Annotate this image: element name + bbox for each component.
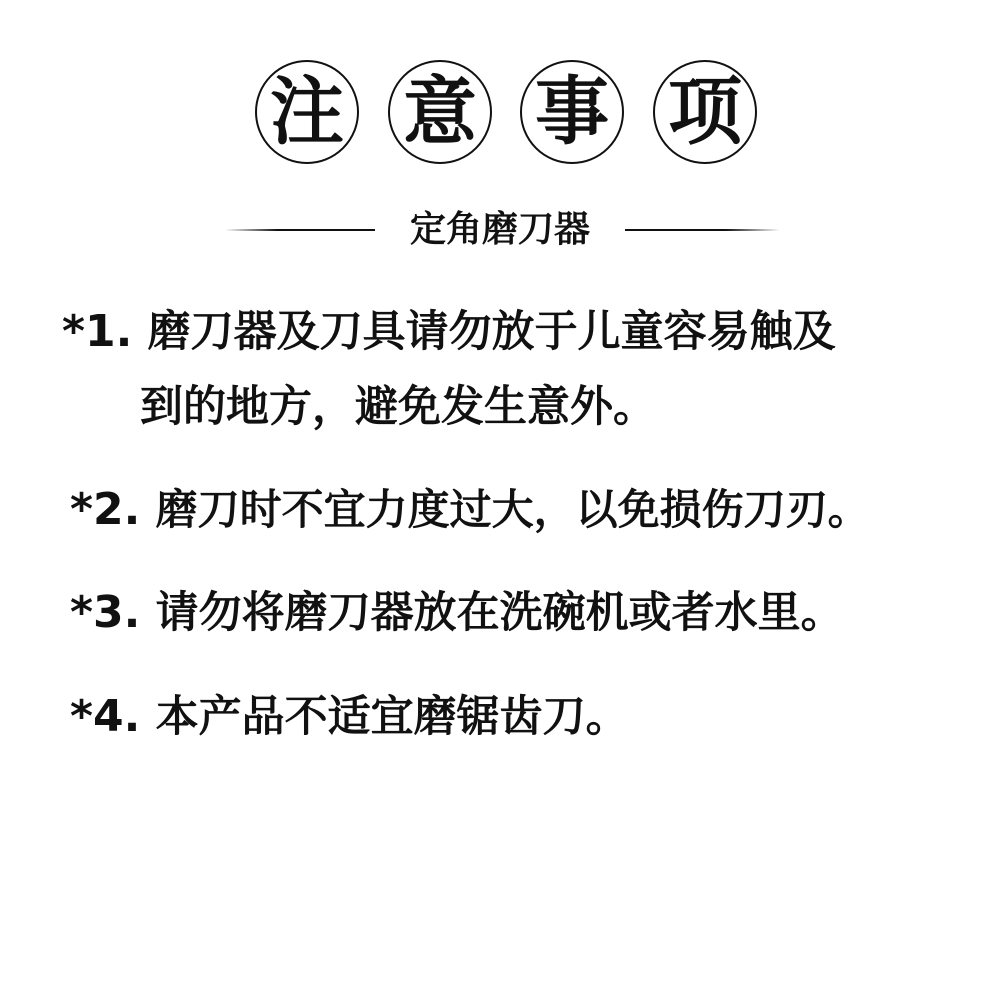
right-divider bbox=[625, 229, 780, 231]
note-marker: *2. bbox=[70, 484, 141, 535]
note-item-3 bbox=[70, 578, 844, 648]
note-text: 本产品不适宜磨锯齿刀。 bbox=[155, 692, 629, 742]
note-text: 磨刀时不宜力度过大，以免损伤刀刃。 bbox=[155, 485, 870, 534]
title-char-yi: 意 bbox=[388, 60, 492, 164]
title-char-zhu: 注 bbox=[255, 60, 359, 164]
note-marker: *1. bbox=[62, 306, 133, 357]
title-char-shi: 事 bbox=[520, 60, 624, 164]
note-marker: *4. bbox=[70, 691, 141, 742]
title-row bbox=[0, 60, 1000, 170]
note-item-1 bbox=[62, 297, 836, 367]
note-text: 磨刀器及刀具请勿放于儿童容易触及 bbox=[147, 307, 836, 357]
subtitle-row bbox=[0, 205, 1000, 255]
note-text: 请勿将磨刀器放在洗碗机或者水里。 bbox=[155, 588, 844, 638]
note-marker: *3. bbox=[70, 587, 141, 638]
note-item-2 bbox=[70, 475, 870, 545]
left-divider bbox=[225, 229, 375, 231]
note-item-1-continuation: 到的地方，避免发生意外。 bbox=[140, 382, 656, 432]
note-item-4 bbox=[70, 682, 629, 752]
title-char-xiang: 项 bbox=[653, 60, 757, 164]
subtitle: 定角磨刀器 bbox=[409, 209, 590, 250]
